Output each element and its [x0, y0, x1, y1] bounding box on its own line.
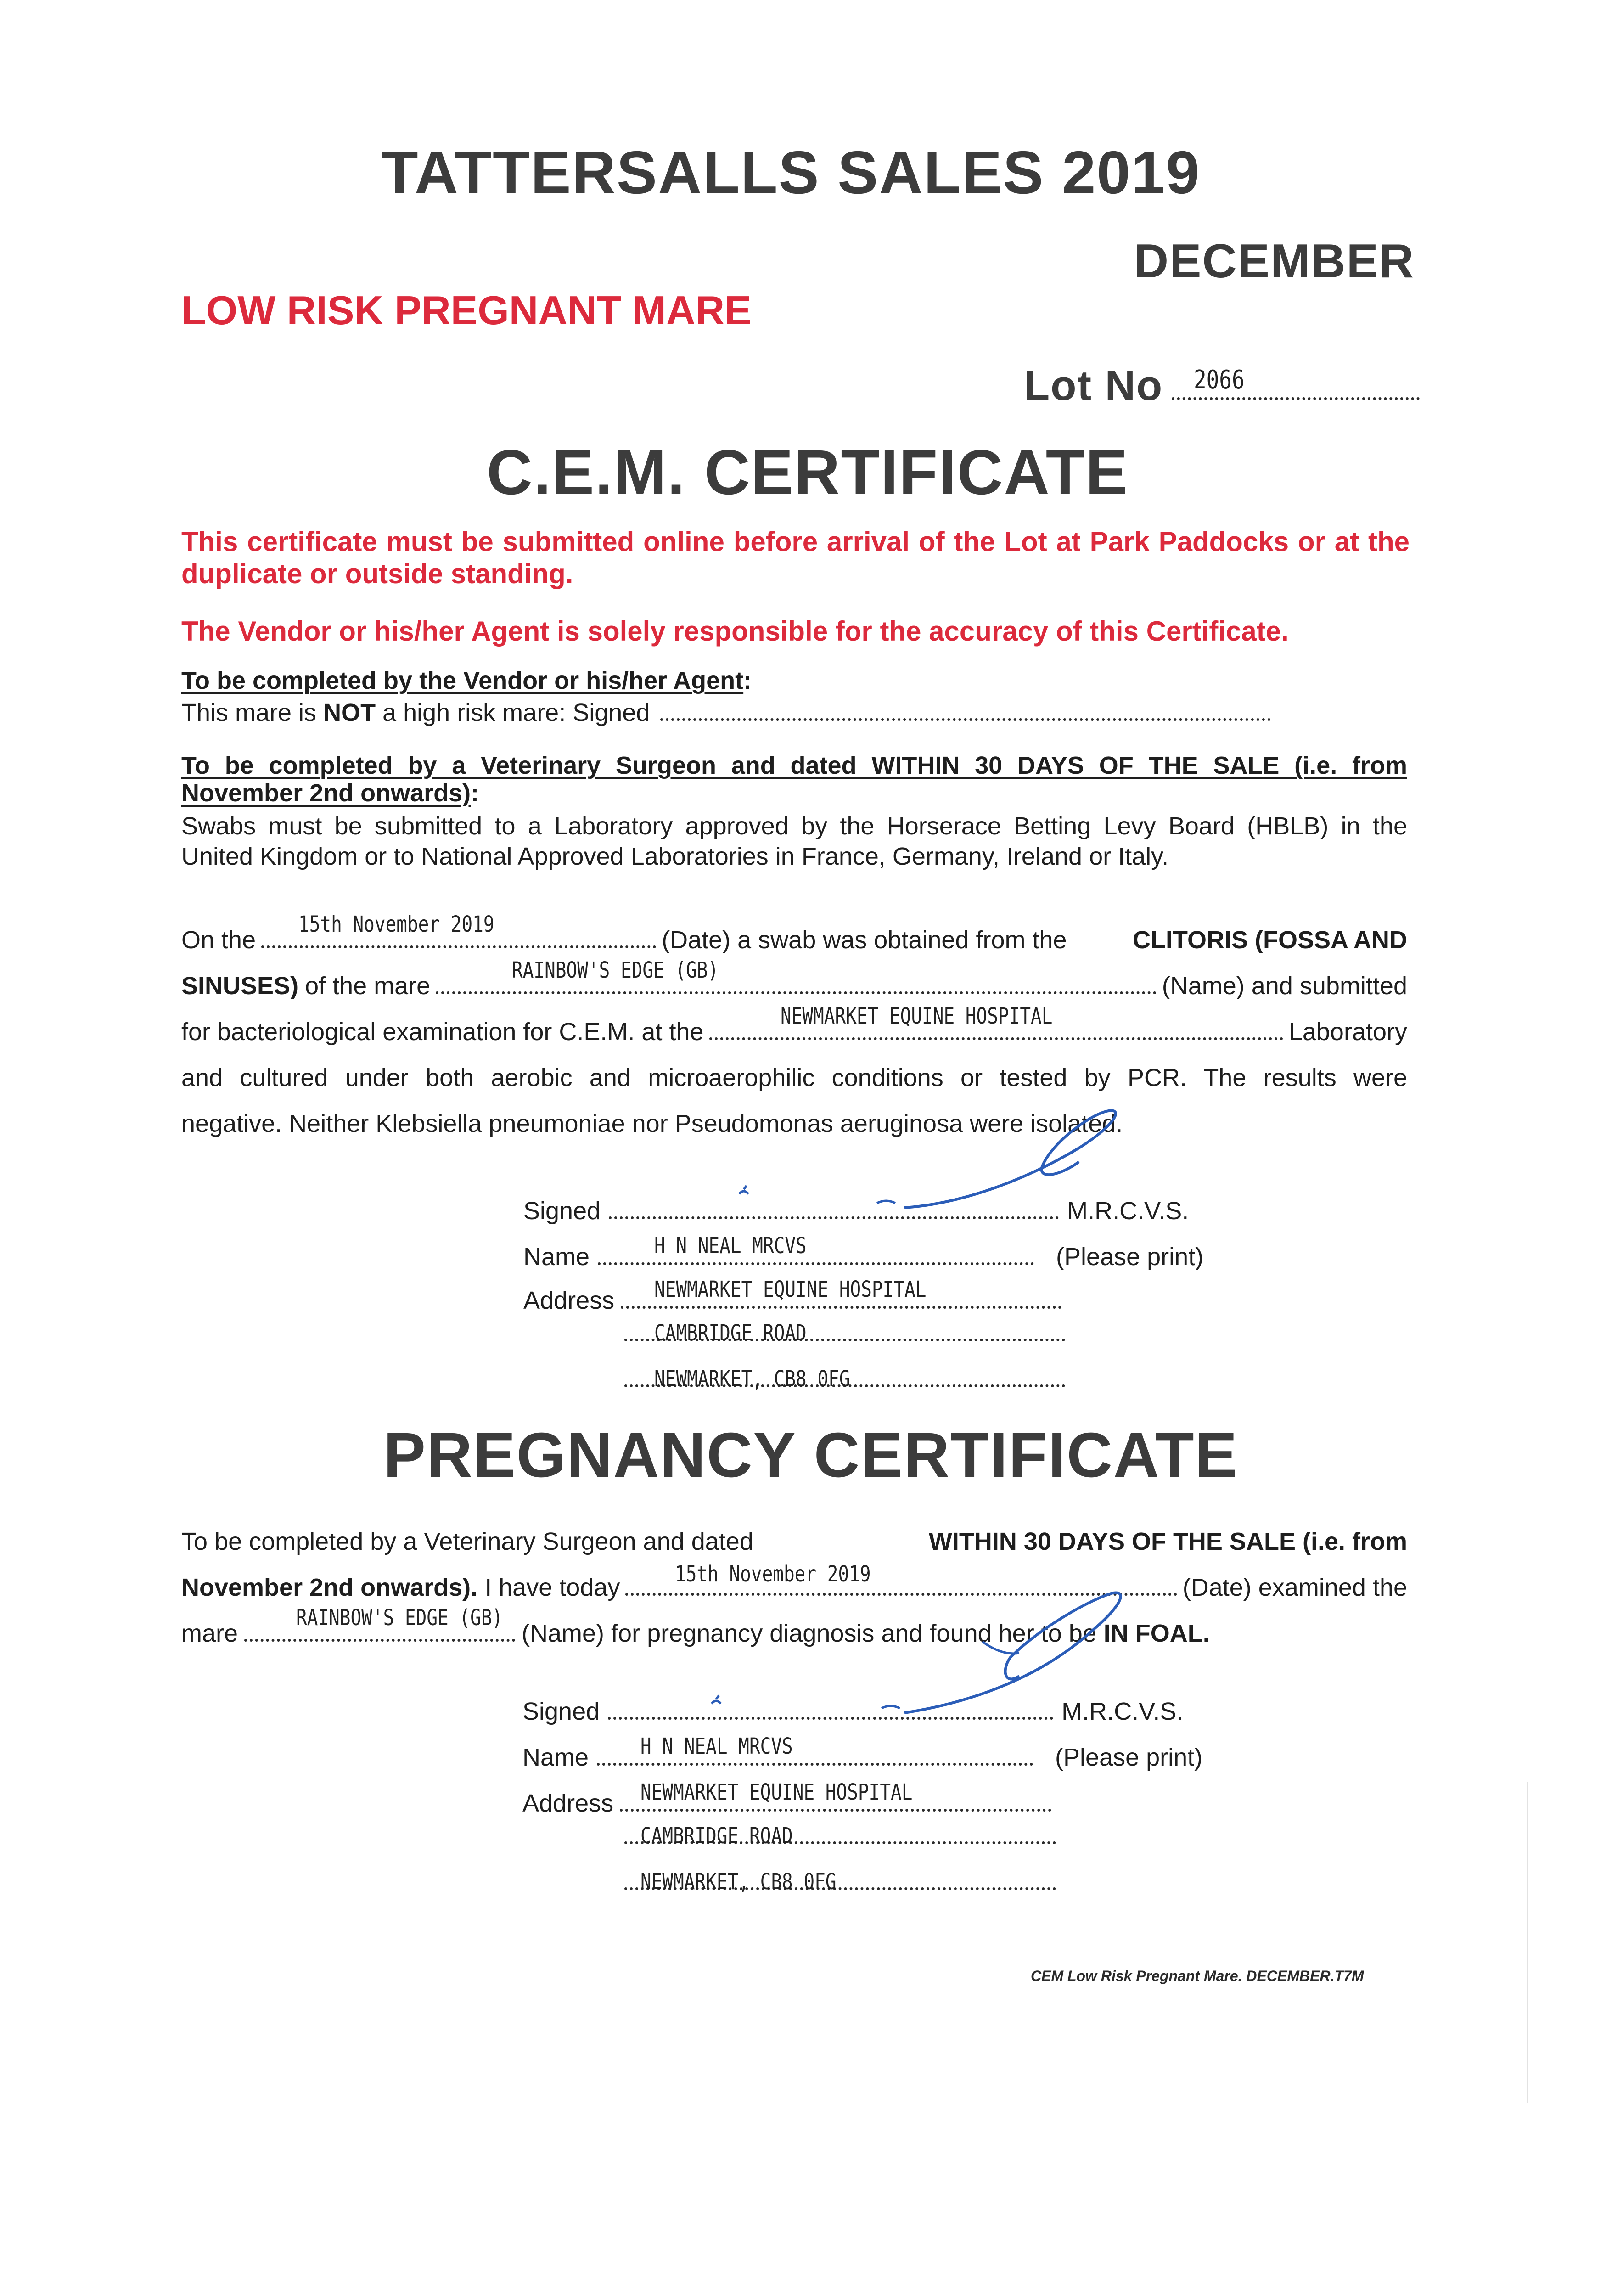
- scan-edge-line: [1527, 1782, 1528, 2103]
- cem-mare-name-field[interactable]: [436, 987, 1157, 994]
- signed-label: Signed: [523, 1197, 601, 1225]
- certificate-category: LOW RISK PREGNANT MARE: [181, 287, 752, 333]
- vendor-signed-label: a high risk mare: Signed: [376, 699, 650, 726]
- cem-paragraph-line4: and cultured under both aerobic and microaerophilic conditions or tested by PCR. The results were: [181, 1064, 1407, 1092]
- of-mare-label: of the mare: [305, 972, 431, 1000]
- preg-name-line[interactable]: [597, 1758, 1033, 1766]
- cem-address-line1[interactable]: [621, 1301, 1061, 1309]
- footer-reference: CEM Low Risk Pregnant Mare. DECEMBER.T7M: [1031, 1968, 1364, 1984]
- vendor-signature-line[interactable]: [660, 714, 1271, 721]
- cem-signature-line[interactable]: [609, 1212, 1059, 1219]
- vendor-text: This mare is: [181, 699, 324, 726]
- laboratory-field[interactable]: [709, 1033, 1283, 1040]
- preg-name-row: [522, 1745, 1202, 1770]
- preg-line2-bold: November 2nd onwards).: [181, 1574, 478, 1601]
- pregnancy-signature-icon: [689, 1580, 1148, 1717]
- address-label: Address: [522, 1790, 614, 1817]
- swab-date-field[interactable]: [261, 941, 656, 948]
- name-label: Name: [523, 1243, 590, 1271]
- cem-address2-value: CAMBRIDGE ROAD: [654, 1320, 807, 1346]
- preg-line1-text: To be completed by a Veterinary Surgeon and dated: [181, 1528, 753, 1555]
- sinuses-label: SINUSES): [181, 972, 299, 1000]
- preg-line2-text: I have today: [485, 1574, 620, 1601]
- swab-requirement-line2: United Kingdom or to National Approved Laboratories in France, Germany, Ireland or Italy.: [181, 843, 1169, 870]
- document-title: TATTERSALLS SALES 2019: [381, 139, 1201, 206]
- preg-address3-value: NEWMARKET, CB8 0FG: [640, 1869, 837, 1895]
- preg-date-value: 15th November 2019: [675, 1561, 871, 1587]
- on-the-label: On the: [181, 926, 256, 954]
- swab-requirement-line1: Swabs must be submitted to a Laboratory approved by the Horserace Betting Levy Board (HBLB) in the: [181, 812, 1407, 840]
- preg-diagnosis-text: (Name) for pregnancy diagnosis and found her to be: [522, 1620, 1096, 1647]
- cem-paragraph-line5: negative. Neither Klebsiella pneumoniae nor Pseudomonas aeruginosa were isolated.: [181, 1110, 1123, 1137]
- mrcvs-label: M.R.C.V.S.: [1061, 1698, 1184, 1725]
- submission-notice: This certificate must be submitted online before arrival of the Lot at Park Paddocks or at the duplicate or outside standing.: [181, 526, 1410, 589]
- preg-mare-label: mare: [181, 1620, 238, 1647]
- vendor-declaration: [181, 700, 1271, 725]
- cem-name-line[interactable]: [598, 1258, 1034, 1265]
- preg-address1-value: NEWMARKET EQUINE HOSPITAL: [640, 1779, 913, 1805]
- sale-month: DECEMBER: [1134, 235, 1415, 288]
- vet-heading-line2: November 2nd onwards):: [181, 779, 479, 807]
- cem-certificate-title: C.E.M. CERTIFICATE: [487, 437, 1129, 508]
- cem-address3-value: NEWMARKET, CB8 0FG: [654, 1366, 850, 1392]
- please-print-label: (Please print): [1056, 1243, 1204, 1271]
- in-foal-label: IN FOAL.: [1103, 1620, 1210, 1647]
- swab-date-value: 15th November 2019: [298, 912, 494, 937]
- cem-name-row: [523, 1244, 1203, 1269]
- laboratory-label: Laboratory: [1288, 1018, 1407, 1046]
- cem-vet-name-value: H N NEAL MRCVS: [654, 1233, 807, 1259]
- please-print-label: (Please print): [1055, 1744, 1203, 1771]
- pregnancy-line1: [181, 1529, 1407, 1554]
- for-bact-label: for bacteriological examination for C.E.M. at the: [181, 1018, 704, 1046]
- not-emphasis: NOT: [323, 699, 376, 726]
- vet-heading: To be completed by a Veterinary Surgeon and dated WITHIN 30 DAYS OF THE SALE (i.e. from: [181, 752, 1407, 779]
- name-label: Name: [522, 1744, 589, 1771]
- vendor-section: To be completed by the Vendor or his/her Agent:: [181, 667, 752, 694]
- laboratory-value: NEWMARKET EQUINE HOSPITAL: [781, 1003, 1053, 1029]
- lot-label: Lot No: [1024, 362, 1163, 409]
- cem-mare-name-value: RAINBOW'S EDGE (GB): [512, 957, 719, 983]
- signed-label: Signed: [522, 1698, 600, 1725]
- preg-signed-row: [522, 1699, 1183, 1724]
- cem-address1-value: NEWMARKET EQUINE HOSPITAL: [654, 1277, 927, 1302]
- vendor-responsibility-notice: The Vendor or his/her Agent is solely responsible for the accuracy of this Certificate.: [181, 616, 1289, 647]
- preg-address2-value: CAMBRIDGE ROAD: [640, 1823, 793, 1849]
- preg-address-line1[interactable]: [620, 1804, 1051, 1812]
- preg-vet-name-value: H N NEAL MRCVS: [640, 1733, 793, 1759]
- preg-line1-bold: WITHIN 30 DAYS OF THE SALE (i.e. from: [928, 1528, 1407, 1555]
- cem-paragraph-line2: [181, 974, 1407, 998]
- clitoris-label: CLITORIS (FOSSA AND: [1132, 926, 1407, 954]
- preg-date-label: (Date) examined the: [1182, 1574, 1407, 1601]
- pregnancy-certificate-title: PREGNANCY CERTIFICATE: [383, 1420, 1238, 1491]
- lot-number-value: 2066: [1194, 365, 1245, 395]
- preg-signature-line[interactable]: [608, 1712, 1053, 1720]
- name-submitted-label: (Name) and submitted: [1162, 972, 1407, 1000]
- mrcvs-label: M.R.C.V.S.: [1067, 1197, 1189, 1225]
- address-label: Address: [523, 1287, 615, 1314]
- preg-mare-name-value: RAINBOW'S EDGE (GB): [296, 1605, 503, 1631]
- preg-mare-name-field[interactable]: [244, 1634, 515, 1642]
- date-label: (Date) a swab was obtained from the: [662, 926, 1067, 954]
- cem-signed-row: [523, 1199, 1189, 1223]
- vendor-heading: To be completed by the Vendor or his/her Agent: [181, 667, 744, 694]
